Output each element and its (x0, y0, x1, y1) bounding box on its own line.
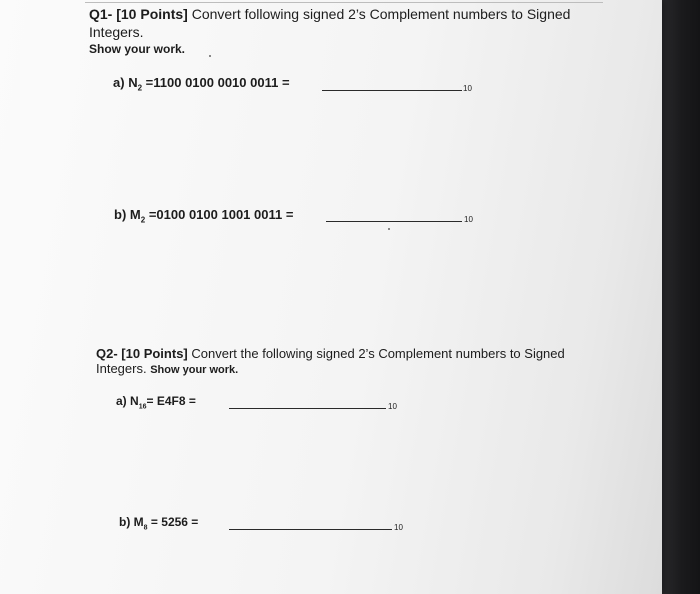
q2-integers: Integers. (96, 361, 147, 376)
q2-b-problem (119, 515, 198, 531)
q2-heading (96, 346, 565, 361)
q2-b-label: b) (119, 515, 131, 529)
q1-b-label: b) (114, 207, 127, 222)
q2-b-variable: M (133, 515, 144, 529)
q2-a-subscript: 16 (138, 403, 147, 411)
q2-instruction-cont (96, 361, 238, 376)
q1-b-subscript: 2 (140, 215, 146, 225)
pen-mark (209, 55, 211, 57)
pen-mark (388, 228, 390, 230)
q1-b-problem (114, 207, 293, 225)
q1-b-variable: M (129, 207, 141, 222)
q1-instruction: Convert following signed 2’s Complement numbers to Signed (191, 6, 571, 22)
q2-a-label: a) (116, 394, 127, 408)
q2-b-base: 10 (394, 523, 403, 532)
q1-show-work: Show your work. (89, 42, 186, 56)
q1-points: [10 Points] (116, 6, 188, 22)
q1-b-answer-line[interactable] (326, 221, 462, 222)
q2-a-problem (116, 394, 196, 410)
q1-a-expression: =1100 0100 0010 0011 = (145, 75, 290, 90)
q2-b-expression: = 5256 = (150, 515, 199, 529)
q1-number: Q1- (89, 6, 113, 22)
q1-a-subscript: 2 (137, 83, 143, 93)
q1-a-base: 10 (463, 84, 472, 93)
q2-a-expression: = E4F8 = (146, 394, 196, 408)
q1-a-problem (113, 75, 290, 93)
top-rule (85, 2, 603, 3)
q1-instruction-cont: Integers. (89, 24, 144, 40)
q1-a-label: a) (113, 75, 125, 90)
q2-points: [10 Points] (121, 346, 188, 361)
q2-b-answer-line[interactable] (229, 529, 392, 530)
q2-number: Q2- (96, 346, 118, 361)
q1-b-base: 10 (464, 215, 473, 224)
q1-a-variable: N (128, 75, 138, 90)
q2-instruction: Convert the following signed 2’s Complement numbers to Signed (191, 346, 565, 361)
q2-a-base: 10 (388, 402, 397, 411)
q2-a-variable: N (130, 394, 139, 408)
q2-b-subscript: 8 (143, 524, 148, 532)
q1-a-answer-line[interactable] (322, 90, 462, 91)
q1-b-expression: =0100 0100 1001 0011 = (148, 207, 294, 222)
q1-heading (89, 6, 570, 22)
q2-a-answer-line[interactable] (229, 408, 386, 409)
q2-show-work: Show your work. (150, 364, 239, 376)
